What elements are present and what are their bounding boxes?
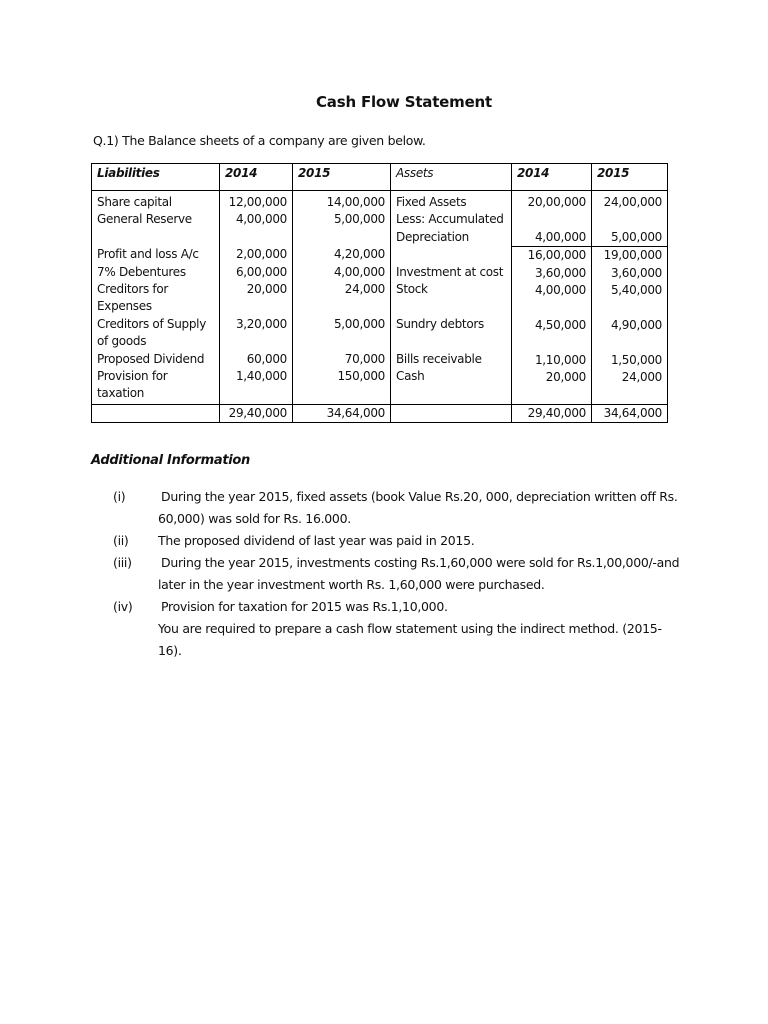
liab-name: Profit and loss A/c <box>97 247 199 262</box>
question-text: Q.1) The Balance sheets of a company are given below. <box>93 133 426 148</box>
instruction-text: You are required to prepare a cash flow statement using the indirect method. (2015- <box>158 621 662 636</box>
asset-value-2015: 1,50,000 <box>610 352 662 367</box>
header-liab-2015: 2015 <box>293 164 391 191</box>
header-assets-2014: 2014 <box>512 164 592 191</box>
liab-name: Expenses <box>97 299 152 314</box>
item-text: 60,000) was sold for Rs. 16.000. <box>158 511 351 526</box>
item-text: The proposed dividend of last year was paid in 2015. <box>158 533 475 548</box>
asset-value-2014: 3,60,000 <box>534 265 586 280</box>
assets-2015-column <box>592 191 668 405</box>
asset-value-2015: 4,90,000 <box>610 317 662 332</box>
liab-value-2015: 24,000 <box>344 281 385 296</box>
asset-value-2014: 16,00,000 <box>527 248 586 263</box>
total-liab-2015: 34,64,000 <box>293 404 391 422</box>
liab-value-2014: 20,000 <box>246 281 287 296</box>
item-text: During the year 2015, fixed assets (book Value Rs.20, 000, depreciation written off Rs. <box>161 489 678 504</box>
item-text: Provision for taxation for 2015 was Rs.1,10,000. <box>161 599 448 614</box>
asset-value-2014: 4,50,000 <box>534 317 586 332</box>
item-text: During the year 2015, investments costing Rs.1,60,000 were sold for Rs.1,00,000/-and <box>161 555 680 570</box>
item-marker: (iv) <box>113 599 133 614</box>
liab-name: Creditors for <box>97 281 169 296</box>
list-item <box>113 530 703 552</box>
table-header-row <box>92 164 668 191</box>
asset-name: Depreciation <box>396 229 469 244</box>
instruction-text: 16). <box>158 643 182 658</box>
asset-value-2015: 19,00,000 <box>603 248 662 263</box>
additional-info-list <box>113 486 703 662</box>
asset-value-2015: 5,00,000 <box>592 229 667 247</box>
header-liab-2014: 2014 <box>220 164 293 191</box>
liab-name: of goods <box>97 334 147 349</box>
list-item <box>113 596 703 618</box>
liab-value-2014: 12,00,000 <box>228 195 287 209</box>
total-assets-label-cell <box>391 404 512 422</box>
liab-name: Share capital <box>97 195 172 209</box>
assets-column <box>391 191 512 405</box>
asset-value-2014: 20,000 <box>545 369 586 384</box>
asset-value-2015: 24,000 <box>621 369 662 384</box>
additional-info-heading: Additional Information <box>91 453 251 468</box>
asset-name: Bills receivable <box>396 351 482 366</box>
page-title: Cash Flow Statement <box>315 93 493 111</box>
liab-value-2014: 60,000 <box>246 351 287 366</box>
liab-value-2014: 4,00,000 <box>235 212 287 227</box>
liab-name: Provision for <box>97 368 168 383</box>
asset-name: Fixed Assets <box>396 195 467 209</box>
asset-value-2014: 4,00,000 <box>512 229 591 247</box>
assets-2014-column <box>512 191 592 405</box>
liab-name: 7% Debentures <box>97 264 186 279</box>
liab-value-2015: 14,00,000 <box>326 195 385 209</box>
liab-value-2014: 1,40,000 <box>235 368 287 383</box>
liabilities-column <box>92 191 220 405</box>
closing-instruction <box>113 618 703 662</box>
asset-value-2014: 1,10,000 <box>534 352 586 367</box>
liab-value-2015: 150,000 <box>337 368 385 383</box>
liabilities-2014-column <box>220 191 293 405</box>
liab-name: taxation <box>97 386 145 401</box>
liab-name: General Reserve <box>97 212 192 227</box>
liab-value-2014: 2,00,000 <box>235 247 287 262</box>
total-label-cell <box>92 404 220 422</box>
asset-value-2014: 4,00,000 <box>534 282 586 297</box>
asset-name: Stock <box>396 281 428 296</box>
asset-value-2014: 20,00,000 <box>527 195 586 209</box>
total-liab-2014: 29,40,000 <box>220 404 293 422</box>
liab-value-2015: 4,00,000 <box>333 264 385 279</box>
liab-value-2015: 5,00,000 <box>333 212 385 227</box>
balance-sheet-table <box>91 163 668 423</box>
asset-value-2015: 3,60,000 <box>610 265 662 280</box>
liab-name: Proposed Dividend <box>97 351 205 366</box>
asset-value-2015: 5,40,000 <box>610 282 662 297</box>
header-assets: Assets <box>391 164 512 191</box>
asset-name: Sundry debtors <box>396 316 484 331</box>
header-assets-2015: 2015 <box>592 164 668 191</box>
totals-row <box>92 404 668 422</box>
asset-name: Cash <box>396 368 425 383</box>
total-assets-2014: 29,40,000 <box>512 404 592 422</box>
header-liabilities: Liabilities <box>92 164 220 191</box>
total-assets-2015: 34,64,000 <box>592 404 668 422</box>
liabilities-2015-column <box>293 191 391 405</box>
item-marker: (ii) <box>113 533 129 548</box>
item-text: later in the year investment worth Rs. 1,60,000 were purchased. <box>158 577 545 592</box>
list-item <box>113 486 703 530</box>
asset-value-2015: 24,00,000 <box>603 195 662 209</box>
liab-value-2015: 70,000 <box>344 351 385 366</box>
liab-value-2014: 3,20,000 <box>235 316 287 331</box>
liab-value-2014: 6,00,000 <box>235 264 287 279</box>
item-marker: (i) <box>113 489 126 504</box>
asset-name: Investment at cost <box>396 264 504 279</box>
item-marker: (iii) <box>113 555 132 570</box>
list-item <box>113 552 703 596</box>
table-body-row <box>92 191 668 405</box>
asset-name: Less: Accumulated <box>396 212 504 227</box>
liab-value-2015: 5,00,000 <box>333 316 385 331</box>
liab-name: Creditors of Supply <box>97 316 207 331</box>
liab-value-2015: 4,20,000 <box>333 247 385 262</box>
